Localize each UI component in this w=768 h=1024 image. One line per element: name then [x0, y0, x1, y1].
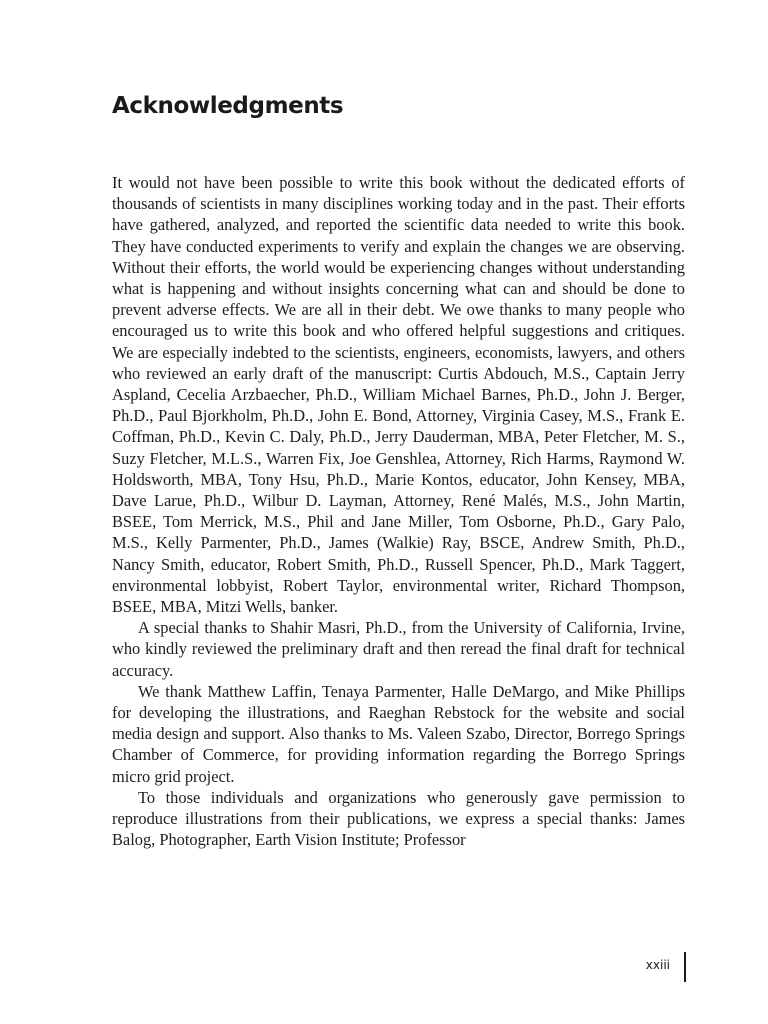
paragraph-3: We thank Matthew Laffin, Tenaya Parmenter, Halle DeMargo, and Mike Phillips for developing the illustrations, and Raeghan Rebstock for the website and social media design and support. Also thanks to Ms. Valeen Szabo, Director, Borrego Springs Chamber of Commerce, for providing information regarding the Borrego Springs micro grid project.: [112, 681, 685, 786]
folio-rule: [684, 952, 686, 982]
body-text: [112, 172, 685, 851]
page-heading: Acknowledgments: [112, 93, 344, 119]
paragraph-4: To those individuals and organizations who generously gave permission to reproduce illustrations from their publications, we express a special thanks: James Balog, Photographer, Earth Vision Institute; Professor: [112, 787, 685, 850]
paragraph-2: A special thanks to Shahir Masri, Ph.D., from the University of California, Irvine, who kindly reviewed the preliminary draft and then reread the final draft for technical accuracy.: [112, 618, 685, 680]
page-number: xxiii: [645, 958, 670, 972]
paragraph-1: It would not have been possible to write this book without the dedicated efforts of thousands of scientists in many disciplines working today and in the past. Their efforts have gathered, analyzed, and reported the scientific data needed to write this book. They have conducted experiments to verify and explain the changes we are observing. Without their efforts, the world would be experiencing changes without understanding what is happening and without insights concerning what can and should be done to prevent adverse effects. We are all in their debt. We owe thanks to many people who encouraged us to write this book and who offered helpful suggestions and critiques. We are especially indebted to the scientists, engineers, economists, lawyers, and others who reviewed an early draft of the manuscript: Curtis Abdouch, M.S., Captain Jerry Aspland, Cecelia Arzbaecher, Ph.D., William Michael Barnes, Ph.D., John J. Berger, Ph.D., Paul Bjorkholm, Ph.D., John E. Bond, Attorney, Virginia Casey, M.S., Frank E. Coffman, Ph.D., Kevin C. Daly, Ph.D., Jerry Dauderman, MBA, Peter Fletcher, M. S., Suzy Fletcher, M.L.S., Warren Fix, Joe Genshlea, Attorney, Rich Harms, Raymond W. Holdsworth, MBA, Tony Hsu, Ph.D., Marie Kontos, educator, John Kensey, MBA, Dave Larue, Ph.D., Wilbur D. Layman, Attorney, René Malés, M.S., John Martin, BSEE, Tom Merrick, M.S., Phil and Jane Miller, Tom Osborne, Ph.D., Gary Palo, M.S., Kelly Parmenter, Ph.D., James (Walkie) Ray, BSCE, Andrew Smith, Ph.D., Nancy Smith, educator, Robert Smith, Ph.D., Russell Spencer, Ph.D., Mark Taggert, environmental lobbyist, Robert Taylor, environmental writer, Richard Thompson, BSEE, MBA, Mitzi Wells, banker.: [112, 173, 685, 617]
